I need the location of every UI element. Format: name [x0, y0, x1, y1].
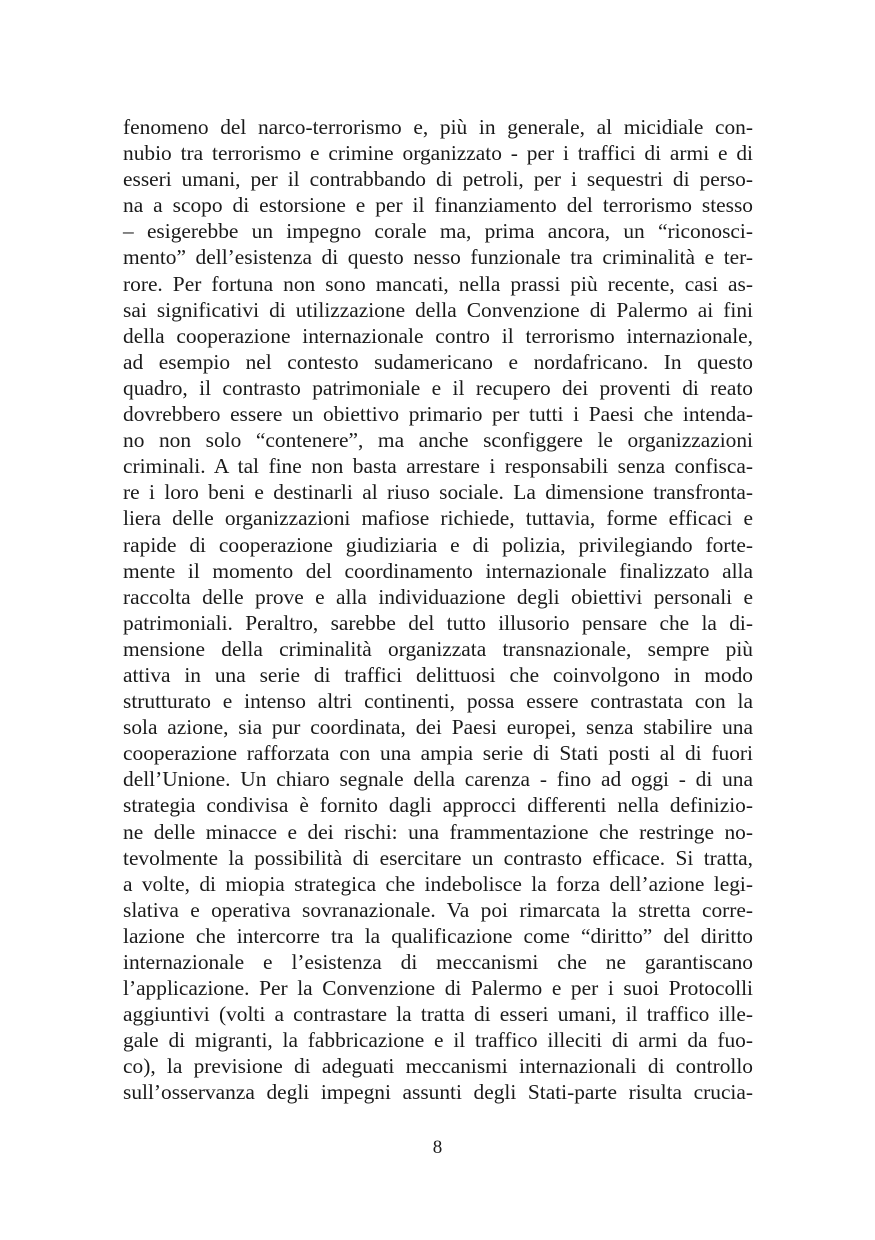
text-line: lazione che intercorre tra la qualificazione come “diritto” del diritto — [123, 923, 753, 948]
text-line: rore. Per fortuna non sono mancati, nella prassi più recente, casi as- — [123, 271, 753, 296]
text-line: sai significativi di utilizzazione della Convenzione di Palermo ai fini — [123, 297, 753, 322]
text-line: strategia condivisa è fornito dagli approcci differenti nella definizio- — [123, 793, 753, 818]
text-line: mento” dell’esistenza di questo nesso funzionale tra criminalità e ter- — [123, 245, 753, 270]
text-line: attiva in una serie di traffici delittuosi che coinvolgono in modo — [123, 662, 753, 687]
text-line: slativa e operativa sovranazionale. Va poi rimarcata la stretta corre- — [123, 897, 753, 922]
text-line: co), la previsione di adeguati meccanismi internazionali di controllo — [123, 1054, 753, 1079]
text-line: mente il momento del coordinamento internazionale finalizzato alla — [123, 558, 753, 583]
text-line: aggiuntivi (volti a contrastare la tratta di esseri umani, il traffico ille- — [123, 1002, 753, 1027]
text-line: quadro, il contrasto patrimoniale e il recupero dei proventi di reato — [123, 375, 753, 400]
text-line: della cooperazione internazionale contro il terrorismo internazionale, — [123, 323, 753, 348]
body-paragraph — [123, 114, 753, 1106]
text-line: dovrebbero essere un obiettivo primario per tutti i Paesi che intenda- — [123, 402, 753, 427]
text-line: – esigerebbe un impegno corale ma, prima ancora, un “riconosci- — [123, 219, 753, 244]
text-line: ad esempio nel contesto sudamericano e nordafricano. In questo — [123, 349, 753, 374]
text-line: nubio tra terrorismo e crimine organizzato - per i traffici di armi e di — [123, 141, 753, 166]
text-line: mensione della criminalità organizzata transnazionale, sempre più — [123, 636, 753, 661]
text-line: gale di migranti, la fabbricazione e il traffico illeciti di armi da fuo- — [123, 1028, 753, 1053]
text-line: liera delle organizzazioni mafiose richiede, tuttavia, forme efficaci e — [123, 506, 753, 531]
text-line: internazionale e l’esistenza di meccanismi che ne garantiscano — [123, 950, 753, 974]
text-line: cooperazione rafforzata con una ampia serie di Stati posti al di fuori — [123, 741, 753, 766]
text-line: ne delle minacce e dei rischi: una frammentazione che restringe no- — [123, 819, 753, 844]
text-line: dell’Unione. Un chiaro segnale della carenza - fino ad oggi - di una — [123, 767, 753, 792]
text-line: no non solo “contenere”, ma anche sconfiggere le organizzazioni — [123, 428, 753, 453]
text-line: tevolmente la possibilità di esercitare un contrasto efficace. Si tratta, — [123, 845, 753, 870]
text-line: re i loro beni e destinarli al riuso sociale. La dimensione transfronta- — [123, 480, 753, 505]
text-line: patrimoniali. Peraltro, sarebbe del tutto illusorio pensare che la di- — [123, 610, 753, 635]
text-line: strutturato e intenso altri continenti, possa essere contrastata con la — [123, 689, 753, 714]
text-line: l’applicazione. Per la Convenzione di Palermo e per i suoi Protocolli — [123, 976, 753, 1001]
text-line: sull’osservanza degli impegni assunti degli Stati-parte risulta crucia- — [123, 1080, 753, 1105]
text-line: esseri umani, per il contrabbando di petroli, per i sequestri di perso- — [123, 167, 753, 192]
text-line: fenomeno del narco-terrorismo e, più in generale, al micidiale con- — [123, 115, 753, 139]
text-line: sola azione, sia pur coordinata, dei Paesi europei, senza stabilire una — [123, 715, 753, 740]
text-line: a volte, di miopia strategica che indebolisce la forza dell’azione legi- — [123, 871, 753, 896]
text-line: criminali. A tal fine non basta arrestare i responsabili senza confisca- — [123, 454, 753, 479]
page-number: 8 — [432, 1137, 443, 1158]
text-line: na a scopo di estorsione e per il finanziamento del terrorismo stesso — [123, 193, 753, 218]
text-line: rapide di cooperazione giudiziaria e di polizia, privilegiando forte- — [123, 532, 753, 557]
text-line: raccolta delle prove e alla individuazione degli obiettivi personali e — [123, 584, 753, 609]
